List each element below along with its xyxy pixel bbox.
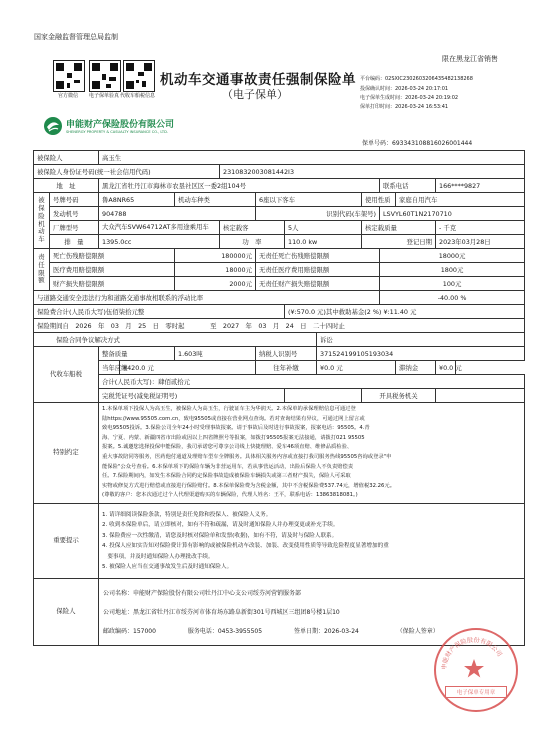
prior-tax-value: ¥0.0 元 (317, 361, 396, 375)
special-line: 1.本保单项下投保人为高玉生，被保险人为高玉生，行驶证车主为华润天。2.本保单的承保理赔信息可通过登 (102, 406, 356, 413)
displacement-value: 1395.0cc (99, 235, 220, 249)
seats-value: 5人 (285, 221, 362, 235)
seal-text: 申能财产保险股份有限公司 (440, 636, 504, 671)
current-tax-label: 当年应缴 (99, 361, 120, 375)
curb-label: 整备质量 (99, 347, 175, 361)
load-label: 核定载质量 (362, 221, 436, 235)
document-title: 机动车交通事故责任强制保险单 (160, 72, 356, 88)
vehicle-row-model (34, 221, 525, 235)
insured-label: 被保险人 (34, 151, 99, 165)
power-value: 110.0 kw (285, 235, 362, 249)
late-fee-label: 滞纳金 (396, 361, 436, 375)
insurer-name: 公司名称：申能财产保险股份有限公司牡丹江中心支公司绥芬河营销服务部 (103, 589, 302, 597)
insurer-section-label: 保险人 (34, 579, 99, 646)
register-date-value: 2023年03月28日 (436, 235, 525, 249)
plate-label: 号牌号码 (50, 193, 99, 207)
region-note: 限在黑龙江省销售 (442, 55, 498, 63)
no-fault-value-2: 1800元 (380, 263, 525, 277)
notice-line: 4. 投保人应如实告知对保险费计算有影响的或被保险机动车改装、加装、改变使用性质等导致危险程度显著增加的重 (102, 543, 389, 549)
vehicle-row-displacement (34, 235, 525, 249)
premium-amount: (¥:570.0 元)其中救助基金(2 %) ¥:11.40 元 (285, 305, 525, 319)
plate-value: 鲁A8NR65 (99, 193, 175, 207)
insurer-address: 公司地址：黑龙江省牡丹江市绥芬河市体育场东路阜新街301号西城区三组团8号楼1层10 (103, 608, 340, 616)
special-line: 实物或修复方式进行赔偿或直接进行保险赔付。8.本保单保险费为含税金额，其中不含税保险费537.74元，增值税32.26元。 (102, 482, 396, 489)
insured-address-row (34, 179, 525, 193)
notice-line: 要事项，并及时通知保险人办理批改手续。 (102, 553, 214, 560)
vin-label: 识别代码(车架号) (256, 207, 380, 221)
special-content (99, 403, 525, 504)
sign-date-label: 签单日期： (293, 627, 324, 635)
tax-row-1 (34, 347, 525, 361)
period-row (34, 319, 525, 333)
company-name: 申能财产保险股份有限公司 (66, 120, 175, 130)
float-rate-label: 与道路交通安全违法行为和道路交通事故相联系的浮动比率 (34, 291, 380, 305)
generate-time: 电子保单生成时间：2026-03-24 20:19:02 (360, 95, 459, 101)
liability-label-3: 财产损失赔偿限额 (50, 277, 175, 291)
address-label: 地 址 (34, 179, 99, 193)
current-tax-value: ¥420.0 元 (120, 361, 256, 375)
special-line: 能保险"公众号查看。6.本保单项下的保险车辆为非营运用车，若从事营运活动，出险后保险人不负责赔偿责 (102, 463, 354, 470)
vehicle-section-label: 被保险机动车 (34, 193, 50, 249)
notice-content (99, 504, 525, 579)
insured-name: 高玉生 (99, 151, 525, 165)
confirm-time: 投保确认时间：2026-03-24 20:17:01 (360, 86, 449, 92)
special-row (34, 403, 525, 504)
service-phone-value: 0453-3955505 (217, 627, 263, 635)
seal-subtext: 电子保单专用章 (445, 686, 507, 698)
notice-row (34, 504, 525, 579)
vehicle-row-plate (34, 193, 525, 207)
insured-row (34, 151, 525, 165)
notice-line: 2. 收到本保险单后，请立即核对，如有不符和疏漏，请及时通知保险人并办理变更或补充手续。 (102, 522, 339, 528)
engine-label: 发动机号 (50, 207, 99, 221)
special-line: (尊敬的客户：您本次通过过个人代理渠道购买的车辆保险，代理人姓名：王平，联系电话：13863818081。) (102, 492, 358, 499)
insured-id-value: 2310832003081442I3 (220, 165, 525, 179)
liability-label-2: 医疗费用赔偿限额 (50, 263, 175, 277)
prior-tax-label: 往年补缴 (256, 361, 317, 375)
tax-row-2 (34, 361, 525, 375)
tax-bureau-label: 开具税务机关 (362, 389, 436, 403)
qr3-caption: 代收车船税信息 (120, 93, 156, 99)
liability-row-2 (34, 263, 525, 277)
float-rate-row (34, 291, 525, 305)
qr1-caption: 官方微信 (58, 93, 79, 99)
sign-date-value: 2026-03-24 (323, 627, 359, 635)
model-label: 厂牌型号 (50, 221, 99, 235)
vehicle-type-label: 机动车种类 (175, 193, 256, 207)
tax-total-value: 肆佰贰拾元 (158, 378, 191, 386)
seats-label: 核定载客 (220, 221, 285, 235)
policy-number: 保单号码：693343108816026001444 (362, 140, 473, 147)
liability-value-2: 18000元 (175, 263, 256, 277)
wechat-qr-code (53, 60, 85, 92)
tax-cert-value (285, 389, 362, 403)
liability-value-3: 2000元 (175, 277, 256, 291)
document-subtitle: （电子保单） (222, 88, 288, 101)
curb-value: 1.603吨 (175, 347, 256, 361)
special-line: 重大事故陪同等服务，医药他付通道及理赔车型车全牌服务。具体相关服务内容或直接打我司服务热线95505咨询或登录"申 (102, 454, 392, 460)
liability-row-3 (34, 277, 525, 291)
notice-line: 1. 请详细阅读保险条款，特别是责任免除和投保人、被保险人义务。 (102, 511, 272, 518)
engine-value: 904788 (99, 207, 256, 221)
company-name-en: SHENERGY PROPERTY & CASUALTY INSURANCE CO., LTD. (66, 130, 168, 134)
special-line: 海、宁夏、内蒙、新疆四省市出险或因以上四省牌照号等报案，如拨打95505报案无法接通，请拨打021 95505 (102, 434, 365, 441)
regulator-label: 国家金融监督管理总局监制 (34, 33, 118, 41)
dispute-value: 诉讼 (317, 333, 525, 347)
liability-row-1 (34, 249, 525, 263)
tax-total: 合计(人民币大写)：肆佰贰拾元 (99, 375, 525, 389)
insurer-sign-label: （保险人签章） (396, 627, 439, 635)
displacement-label: 排 量 (50, 235, 99, 249)
dispute-label: 保险合同争议解决方式 (34, 333, 317, 347)
power-label: 功 率 (220, 235, 285, 249)
vehicle-type-value: 6座以下客车 (256, 193, 362, 207)
insured-id-row (34, 165, 525, 179)
no-fault-label-1: 无责任死亡伤残赔偿限额 (256, 249, 380, 263)
notice-line: 3. 保险费应一次性缴清，请您及时核对保险单和发票(收据)，如有不符，请及时与保险人联系。 (102, 532, 338, 539)
tax-bureau-value (436, 389, 525, 403)
dispute-row (34, 333, 525, 347)
qr2-caption: 电子保单验真 (89, 93, 120, 99)
service-phone-label: 服务电话： (187, 627, 218, 635)
load-value: - 千克 (436, 221, 525, 235)
policy-form (33, 150, 525, 646)
tax-qr-code (123, 60, 155, 92)
company-logo-icon (43, 116, 63, 140)
tax-total-label: 合计(人民币大写) (102, 378, 152, 386)
premium-row (34, 305, 525, 319)
insured-id-label: 被保险人身份证号码(统一社会信用代码) (34, 165, 220, 179)
liability-value-1: 180000元 (175, 249, 256, 263)
model-value: 大众汽车SVW64712AT多用途乘用车 (99, 221, 220, 235)
tax-section-label: 代收车船税 (34, 347, 99, 403)
tax-row-4 (34, 389, 525, 403)
register-date-label: 登记日期 (362, 235, 436, 249)
float-rate-value: -40.00 % (380, 291, 525, 305)
premium-text: 保险费合计(人民币大写)伍佰柒拾元整 (34, 305, 285, 319)
no-fault-label-2: 无责任医疗费用赔偿限额 (256, 263, 380, 277)
liability-section-label: 责任限额 (34, 249, 50, 291)
address-value: 黑龙江省牡丹江市海林市农垦社区区一委2组104号 (99, 179, 380, 193)
vehicle-row-engine (34, 207, 525, 221)
tax-cert-label: 完税凭证号(减免税证明号) (99, 389, 285, 403)
liability-label-1: 死亡伤残赔偿限额 (50, 249, 175, 263)
phone-label: 联系电话 (380, 179, 436, 193)
use-value: 家庭自用汽车 (396, 193, 525, 207)
tax-row-3 (34, 375, 525, 389)
verify-qr-code (89, 60, 121, 92)
use-label: 使用性质 (362, 193, 396, 207)
no-fault-value-3: 100元 (380, 277, 525, 291)
special-line: 致电95505投诉。3.保险公司全年24小时受理事故报案。请于事故后及时进行事故报案，报案电话：95505。4.青 (102, 425, 370, 432)
special-section-label: 特别约定 (34, 403, 99, 504)
special-line: 陆https://www.95505.com.cn，致电95505或直接在营业网点查询。若对查询结果有异议，可通过网上留言或 (102, 415, 365, 422)
taxpayer-value: 371524199105193034 (317, 347, 525, 361)
period-text: 保险期间自 2026 年 03 月 25 日 零时起 至 2027 年 03 月 24 日 二十四时止 (34, 319, 525, 333)
print-time: 保单打印时间：2026-03-24 16:53:41 (360, 104, 449, 110)
company-seal-stamp (434, 628, 518, 712)
taxpayer-label: 纳税人识别号 (256, 347, 317, 361)
special-line: 报案。5.诚邀您选择投保申能保险，我司承诺您可尊享公司线上快捷理赔、爱车46项直赔、维修品质检验、 (102, 444, 353, 451)
zip-value: 157000 (133, 627, 156, 635)
zip-label: 邮政编码： (103, 627, 134, 635)
no-fault-value-1: 18000元 (380, 249, 525, 263)
late-fee-value: ¥0.0 元 (436, 361, 456, 375)
no-fault-label-3: 无责任财产损失赔偿限额 (256, 277, 380, 291)
notice-line: 5. 被保险人应当在交通事故发生后及时通知保险人。 (102, 564, 233, 570)
phone-value: 166****9827 (436, 179, 525, 193)
platform-code: 平台编码：02SXIC2302603206435482138268 (360, 76, 473, 82)
notice-section-label: 重要提示 (34, 504, 99, 579)
special-line: 任。7.保险期间内，如发生本保险合同约定保险事故造成被保险车辆损失或第三者财产损失，保险人可采取 (102, 473, 351, 480)
vin-value: LSVYL60T1N2170710 (380, 207, 525, 221)
